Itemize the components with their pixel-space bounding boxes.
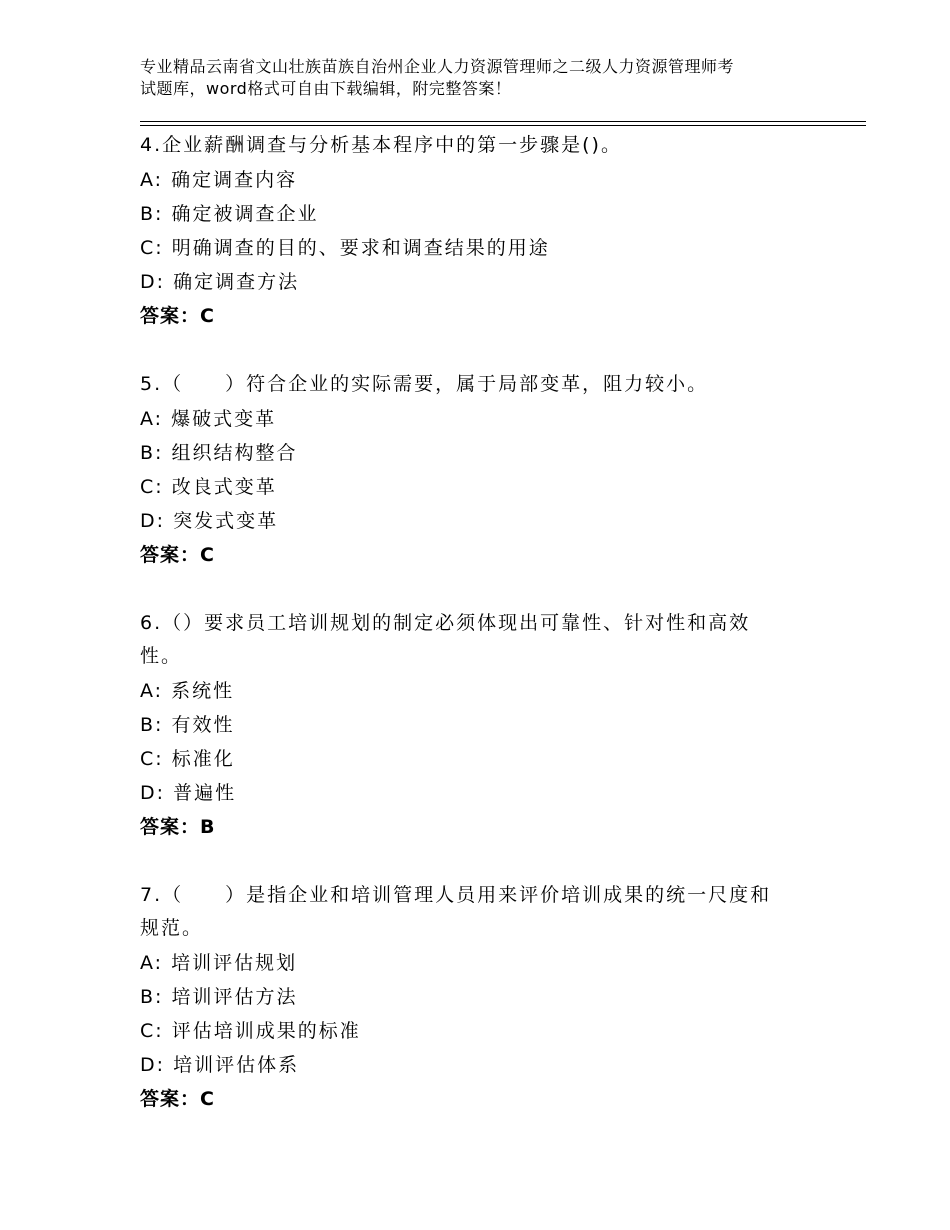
question-text: 6.（）要求员工培训规划的制定必须体现出可靠性、针对性和高效性。 (140, 612, 751, 667)
option-a: A: 爆破式变革 (140, 408, 277, 430)
option-c: C: 评估培训成果的标准 (140, 1020, 361, 1042)
question-4 (140, 129, 860, 333)
question-6 (140, 607, 860, 844)
option-b: B: 确定被调查企业 (140, 203, 319, 225)
answer: 答案：B (140, 816, 216, 838)
option-a: A: 培训评估规划 (140, 952, 298, 974)
header-divider-top (140, 121, 866, 122)
option-d: D: 普遍性 (140, 782, 237, 804)
option-d: D: 突发式变革 (140, 510, 279, 532)
option-a: A: 系统性 (140, 680, 235, 702)
option-d: D: 培训评估体系 (140, 1054, 300, 1076)
question-5 (140, 368, 860, 572)
question-7 (140, 879, 860, 1116)
option-b: B: 有效性 (140, 714, 235, 736)
option-b: B: 组织结构整合 (140, 442, 298, 464)
answer: 答案：C (140, 305, 215, 327)
header-divider-bottom (140, 125, 866, 126)
document-header (140, 56, 840, 100)
question-list (140, 128, 860, 1116)
option-c: C: 改良式变革 (140, 476, 277, 498)
option-d: D: 确定调查方法 (140, 271, 300, 293)
answer: 答案：C (140, 1088, 215, 1110)
header-line-1: 专业精品云南省文山壮族苗族自治州企业人力资源管理师之二级人力资源管理师考 (140, 57, 735, 76)
option-c: C: 标准化 (140, 748, 235, 770)
answer: 答案：C (140, 544, 215, 566)
header-line-2: 试题库，word格式可自由下载编辑，附完整答案！ (140, 79, 512, 98)
option-c: C: 明确调查的目的、要求和调查结果的用途 (140, 237, 550, 259)
option-a: A: 确定调查内容 (140, 169, 298, 191)
question-text: 5.（ ）符合企业的实际需要，属于局部变革，阻力较小。 (140, 373, 709, 395)
question-text: 4.企业薪酬调查与分析基本程序中的第一步骤是()。 (140, 134, 622, 156)
option-b: B: 培训评估方法 (140, 986, 298, 1008)
question-text: 7.（ ）是指企业和培训管理人员用来评价培训成果的统一尺度和规范。 (140, 884, 772, 939)
